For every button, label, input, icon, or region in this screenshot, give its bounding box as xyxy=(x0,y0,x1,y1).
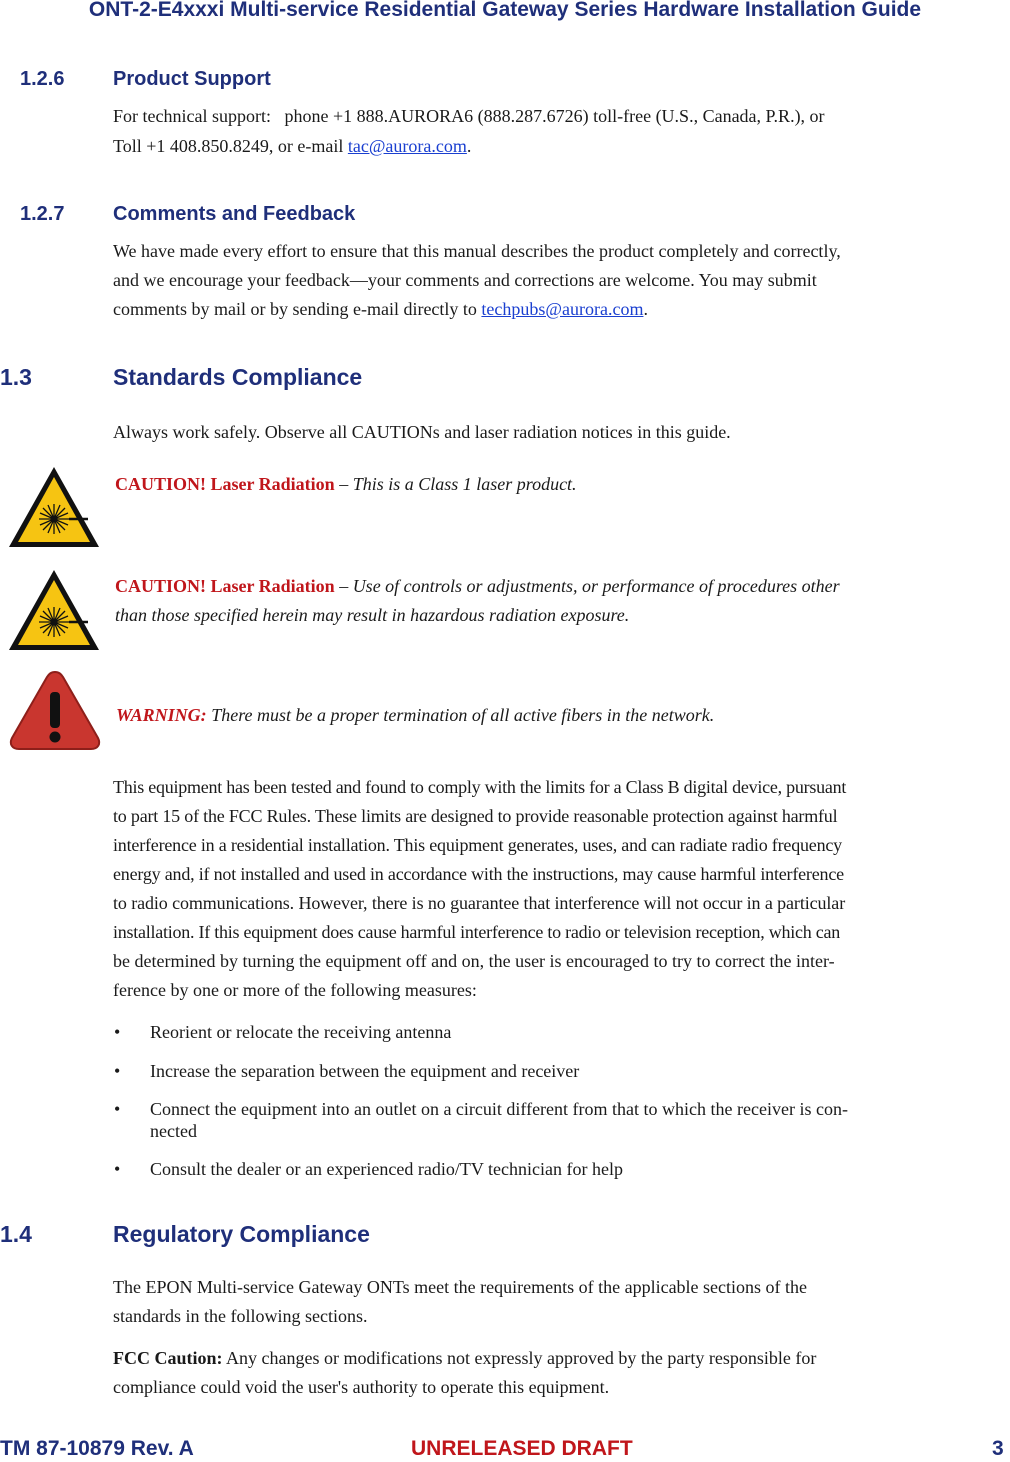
fcc-line: ference by one or more of the following measures: xyxy=(113,980,477,1000)
separator: – xyxy=(334,474,353,494)
text: Toll +1 408.850.8249, or e-mail xyxy=(113,136,348,156)
fcc-caution-line2: compliance could void the user's authority to operate this equipment. xyxy=(113,1377,610,1397)
section-heading-1-2-6 xyxy=(20,68,271,91)
footer-page-number: 3 xyxy=(992,1437,1004,1460)
fcc-line: This equipment has been tested and found to comply with the limits for a Class B digital device, pursuant xyxy=(113,777,847,797)
section-heading-1-2-7 xyxy=(20,203,355,226)
bullet: • xyxy=(114,1022,121,1042)
fcc-line: interference in a residential installation. This equipment generates, uses, and can radiate radio frequency xyxy=(113,835,842,855)
fcc-line: energy and, if not installed and used in accordance with the instructions, may cause harmful interference xyxy=(113,864,844,884)
caution-text: This is a Class 1 laser product. xyxy=(352,474,577,494)
safety-intro: Always work safely. Observe all CAUTIONs and laser radiation notices in this guide. xyxy=(113,422,731,442)
section-number: 1.3 xyxy=(0,364,32,390)
section-number: 1.4 xyxy=(0,1221,32,1247)
warning-triangle-icon xyxy=(8,668,102,752)
section-title: Product Support xyxy=(113,68,271,90)
list-item-text: nected xyxy=(150,1121,197,1141)
text: . xyxy=(466,136,472,156)
fcc-paragraph xyxy=(113,773,979,1005)
list-item-text: Increase the separation between the equipment and receiver xyxy=(150,1061,580,1081)
section-number: 1.2.6 xyxy=(20,68,65,90)
laser-radiation-icon xyxy=(6,464,102,550)
warning-text: There must be a proper termination of all active fibers in the network. xyxy=(206,705,715,725)
list-item-text: Reorient or relocate the receiving antenna xyxy=(150,1022,452,1042)
document-header-title: ONT-2-E4xxxi Multi-service Residential Gateway Series Hardware Installation Guide xyxy=(88,0,922,21)
product-support-line1: For technical support: phone +1 888.AURORA6 (888.287.6726) toll-free (U.S., Canada, P.R.), or xyxy=(113,106,825,126)
laser-caution-2-line2: than those specified herein may result in hazardous radiation exposure. xyxy=(115,605,630,625)
text: comments by mail or by sending e-mail directly to xyxy=(113,299,482,319)
fcc-line: be determined by turning the equipment off and on, the user is encouraged to try to correct the inter- xyxy=(113,951,835,971)
caution-label: CAUTION! Laser Radiation xyxy=(115,576,335,596)
section-number: 1.2.7 xyxy=(20,203,65,225)
section-title: Comments and Feedback xyxy=(113,203,356,225)
section-heading-1-4 xyxy=(0,1221,370,1248)
laser-caution-1 xyxy=(115,470,577,499)
caution-label: CAUTION! Laser Radiation xyxy=(115,474,335,494)
caution-text: Use of controls or adjustments, or performance of procedures other xyxy=(352,576,840,596)
techpubs-email-link[interactable]: techpubs@aurora.com xyxy=(481,299,644,319)
list-item-text: Connect the equipment into an outlet on a circuit different from that to which the receiver is con- xyxy=(150,1099,848,1119)
separator: – xyxy=(334,576,353,596)
text: Any changes or modifications not expressly approved by the party responsible for xyxy=(222,1348,817,1368)
list-item xyxy=(114,1098,964,1142)
fcc-line: to radio communications. However, there is no guarantee that interference will not occur in a particular xyxy=(113,893,846,913)
fcc-caution-label: FCC Caution: xyxy=(113,1348,223,1368)
list-item xyxy=(114,1060,964,1082)
list-item xyxy=(114,1021,964,1043)
bullet: • xyxy=(114,1061,121,1081)
section-title: Regulatory Compliance xyxy=(113,1221,370,1247)
laser-radiation-icon xyxy=(6,567,102,653)
feedback-line3 xyxy=(113,295,648,324)
warning-label: WARNING: xyxy=(116,705,207,725)
section-title: Standards Compliance xyxy=(113,364,363,390)
fcc-line: to part 15 of the FCC Rules. These limits are designed to provide reasonable protection against harmful xyxy=(113,806,838,826)
feedback-line2: and we encourage your feedback—your comments and corrections are welcome. You may submit xyxy=(113,270,817,290)
bullet: • xyxy=(114,1159,121,1179)
regulatory-line2: standards in the following sections. xyxy=(113,1306,368,1326)
section-heading-1-3 xyxy=(0,364,362,391)
feedback-line1: We have made every effort to ensure that this manual describes the product completely and correctly, xyxy=(113,241,841,261)
footer-doc-number: TM 87-10879 Rev. A xyxy=(0,1437,194,1460)
text: . xyxy=(643,299,648,319)
tac-email-link[interactable]: tac@aurora.com xyxy=(347,136,467,156)
list-item xyxy=(114,1158,964,1180)
product-support-line2 xyxy=(113,132,471,161)
laser-caution-2-line1 xyxy=(115,572,840,601)
footer-draft-status: UNRELEASED DRAFT xyxy=(411,1437,633,1460)
bullet: • xyxy=(114,1099,121,1119)
fiber-warning xyxy=(116,701,714,730)
fcc-caution-line1 xyxy=(113,1344,816,1373)
list-item-text: Consult the dealer or an experienced radio/TV technician for help xyxy=(150,1159,623,1179)
regulatory-line1: The EPON Multi-service Gateway ONTs meet the requirements of the applicable sections of the xyxy=(113,1277,808,1297)
fcc-line: installation. If this equipment does cause harmful interference to radio or television reception, which can xyxy=(113,922,840,942)
